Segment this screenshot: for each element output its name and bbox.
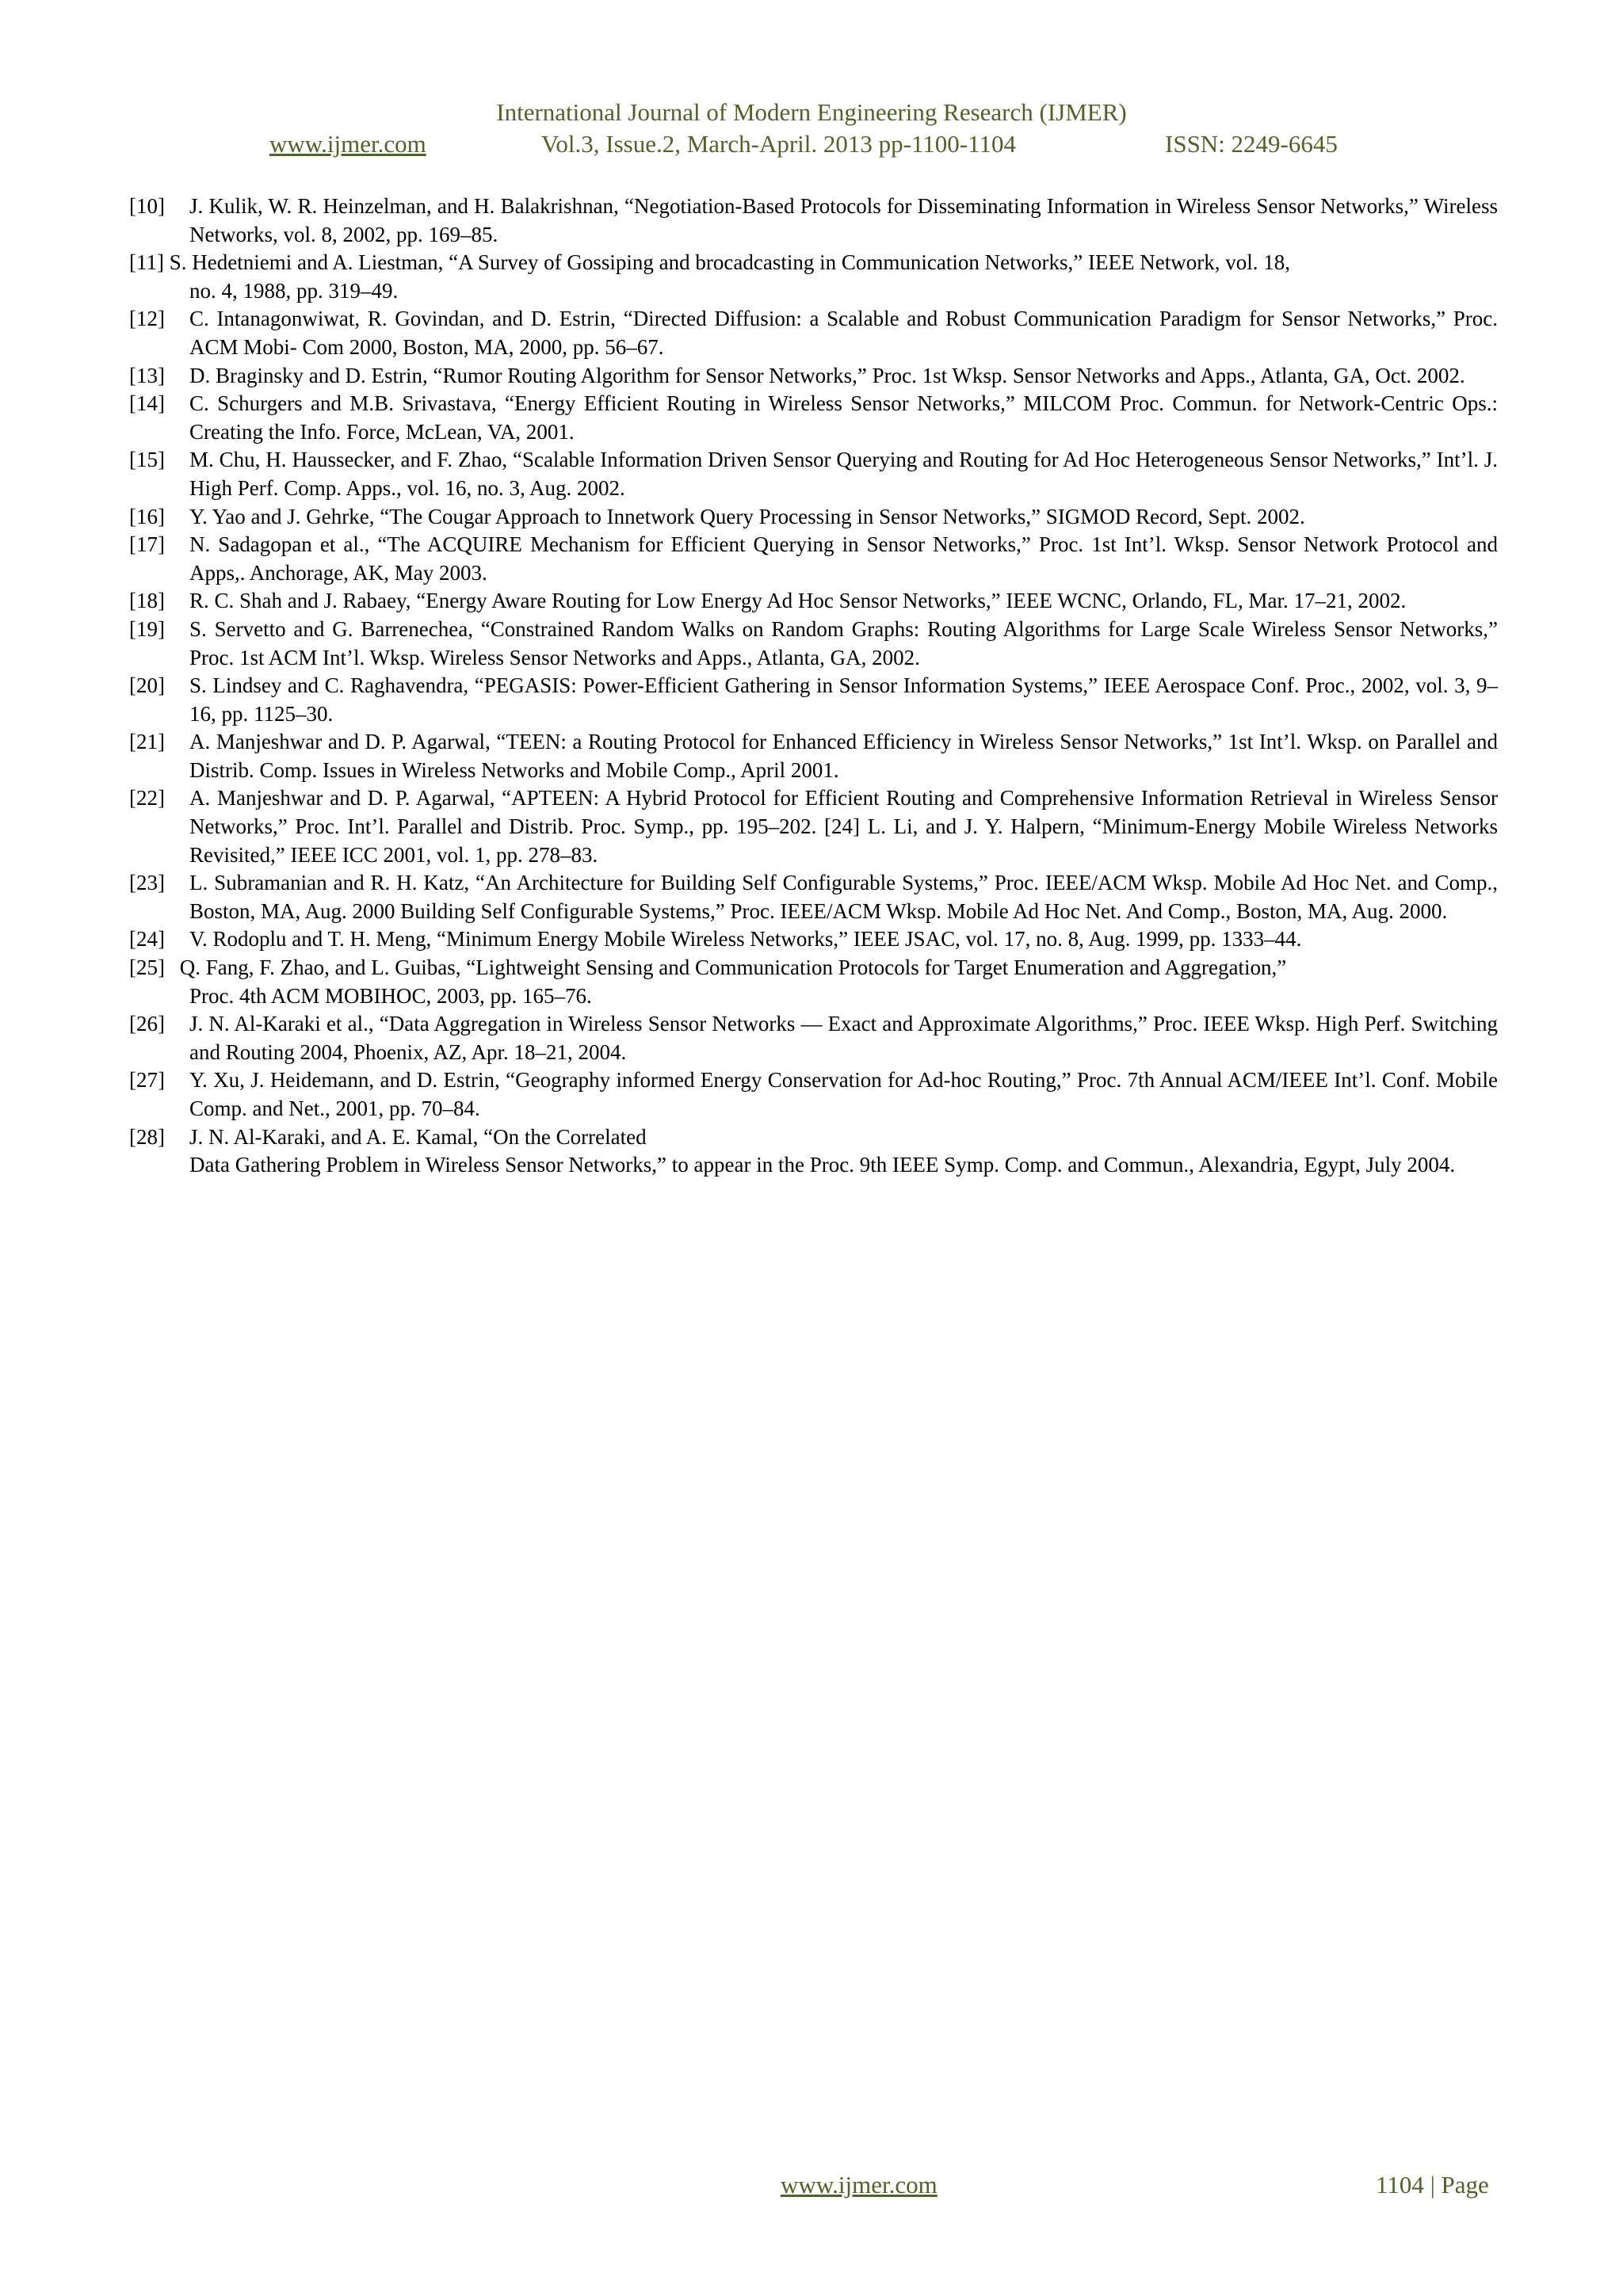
reference-text: N. Sadagopan et al., “The ACQUIRE Mechanism for Efficient Querying in Sensor Networks,” Proc. 1st Int’l. Wksp. Sensor Network Protocol and Apps,. Anchorage, AK, May 2003. [189,532,1498,585]
reference-number: [18] [129,589,165,613]
reference-item [129,503,1498,532]
reference-number: [28] [129,1124,165,1149]
reference-item [129,869,1498,925]
reference-number: [12] [129,307,165,331]
reference-text: M. Chu, H. Haussecker, and F. Zhao, “Scalable Information Driven Sensor Querying and Routing for Ad Hoc Heterogeneous Sensor Networks,” Int’l. J. High Perf. Comp. Apps., vol. 16, no. 3, Aug. 2002. [189,448,1498,500]
reference-number: [23] [129,871,165,895]
reference-item [129,249,1498,305]
footer-website-link[interactable]: www.ijmer.com [781,2171,938,2199]
journal-title: International Journal of Modern Engineering Research (IJMER) [496,98,1127,126]
reference-item [129,362,1498,391]
reference-number: [20] [129,673,165,698]
reference-text: Y. Xu, J. Heidemann, and D. Estrin, “Geography informed Energy Conservation for Ad-hoc Routing,” Proc. 7th Annual ACM/IEEE Int’l. Conf. Mobile Comp. and Net., 2001, pp. 70–84. [189,1068,1498,1120]
reference-text: V. Rodoplu and T. H. Meng, “Minimum Energy Mobile Wireless Networks,” IEEE JSAC, vol. 17, no. 8, Aug. 1999, pp. 1333–44. [189,927,1302,952]
reference-item [129,1066,1498,1123]
reference-item [129,1123,1498,1180]
header-issn: ISSN: 2249-6645 [1165,130,1338,158]
reference-number: [14] [129,391,165,416]
reference-text: C. Schurgers and M.B. Srivastava, “Energy Efficient Routing in Wireless Sensor Networks,” MILCOM Proc. Commun. for Network-Centric Ops.: Creating the Info. Force, McLean, VA, 2001. [189,391,1498,444]
reference-item [129,587,1498,616]
reference-item [129,728,1498,784]
reference-text-first-line: J. N. Al-Karaki, and A. E. Kamal, “On the Correlated [189,1124,647,1149]
reference-number: [21] [129,730,165,754]
reference-text: S. Hedetniemi and A. Liestman, “A Survey of Gossiping and brocadcasting in Communication Networks,” IEEE Network, vol. 18, [169,250,1290,275]
reference-item [129,1010,1498,1066]
reference-item [129,305,1498,361]
reference-number: [11] [129,250,164,275]
reference-text: A. Manjeshwar and D. P. Agarwal, “APTEEN: A Hybrid Protocol for Efficient Routing and Comprehensive Information Retrieval in Wireless Sensor Networks,” Proc. Int’l. Parallel and Distrib. Proc. Symp., pp. 195–202. [24] L. Li, and J. Y. Halpern, “Minimum-Energy Mobile Wireless Networks Revisited,” IEEE ICC 2001, vol. 1, pp. 278–83. [189,786,1498,867]
reference-number: [24] [129,927,165,952]
reference-number: [13] [129,363,165,387]
reference-text-continuation: Proc. 4th ACM MOBIHOC, 2003, pp. 165–76. [189,983,592,1008]
reference-text: R. C. Shah and J. Rabaey, “Energy Aware Routing for Low Energy Ad Hoc Sensor Networks,” IEEE WCNC, Orlando, FL, Mar. 17–21, 2002. [189,589,1407,613]
reference-item [129,446,1498,502]
reference-number: [26] [129,1012,165,1036]
page-number: 1104 | Page [1376,2171,1489,2199]
reference-text: J. N. Al-Karaki et al., “Data Aggregation in Wireless Sensor Networks — Exact and Approximate Algorithms,” Proc. IEEE Wksp. High Perf. Switching and Routing 2004, Phoenix, AZ, Apr. 18–21, 2004. [189,1012,1498,1064]
reference-text-continuation: no. 4, 1988, pp. 319–49. [189,278,399,303]
reference-item [129,784,1498,869]
reference-number: [19] [129,616,165,641]
reference-text: C. Intanagonwiwat, R. Govindan, and D. Estrin, “Directed Diffusion: a Scalable and Robust Communication Paradigm for Sensor Networks,” Proc. ACM Mobi- Com 2000, Boston, MA, 2000, pp. 56–67. [189,307,1498,359]
reference-item [129,616,1498,672]
reference-list [129,193,1498,1180]
reference-number: [25] [129,955,165,980]
reference-number: [22] [129,786,165,810]
reference-text: L. Subramanian and R. H. Katz, “An Architecture for Building Self Configurable Systems,” Proc. IEEE/ACM Wksp. Mobile Ad Hoc Net. and Comp., Boston, MA, Aug. 2000 Building Self Configurable Systems,” Proc. IEEE/ACM Wksp. Mobile Ad Hoc Net. And Comp., Boston, MA, Aug. 2000. [189,871,1498,923]
reference-number: [17] [129,532,165,557]
reference-item [129,531,1498,587]
reference-number: [27] [129,1068,165,1093]
reference-item [129,672,1498,728]
header-website-link[interactable]: www.ijmer.com [269,130,426,158]
header-info-line [0,128,1623,160]
reference-text: S. Servetto and G. Barrenechea, “Constrained Random Walks on Random Graphs: Routing Algorithms for Large Scale Wireless Sensor Networks,” Proc. 1st ACM Int’l. Wksp. Wireless Sensor Networks and Apps., Atlanta, GA, 2002. [189,616,1498,669]
reference-number: [10] [129,194,165,218]
reference-number: [15] [129,448,165,472]
reference-text: Data Gathering Problem in Wireless Sensor Networks,” to appear in the Proc. 9th IEEE Symp. Comp. and Commun., Alexandria, Egypt, July 2004. [189,1153,1456,1177]
reference-item [129,390,1498,446]
reference-text: A. Manjeshwar and D. P. Agarwal, “TEEN: a Routing Protocol for Enhanced Efficiency in Wireless Sensor Networks,” 1st Int’l. Wksp. on Parallel and Distrib. Comp. Issues in Wireless Networks and Mobile Comp., April 2001. [189,730,1498,782]
reference-text: D. Braginsky and D. Estrin, “Rumor Routing Algorithm for Sensor Networks,” Proc. 1st Wksp. Sensor Networks and Apps., Atlanta, GA, Oct. 2002. [189,363,1465,387]
reference-text: J. Kulik, W. R. Heinzelman, and H. Balakrishnan, “Negotiation-Based Protocols for Disseminating Information in Wireless Sensor Networks,” Wireless Networks, vol. 8, 2002, pp. 169–85. [189,194,1498,246]
page-header [0,97,1623,160]
reference-number: [16] [129,504,165,528]
header-volume-info: Vol.3, Issue.2, March-April. 2013 pp-1100-1104 [541,130,1016,158]
reference-item [129,193,1498,249]
reference-text: S. Lindsey and C. Raghavendra, “PEGASIS: Power-Efficient Gathering in Sensor Information Systems,” IEEE Aerospace Conf. Proc., 2002, vol. 3, 9–16, pp. 1125–30. [189,673,1498,726]
reference-item [129,954,1498,1010]
reference-text: Q. Fang, F. Zhao, and L. Guibas, “Lightweight Sensing and Communication Protocols for Target Enumeration and Aggregation,” [179,955,1287,980]
reference-text: Y. Yao and J. Gehrke, “The Cougar Approach to Innetwork Query Processing in Sensor Networks,” SIGMOD Record, Sept. 2002. [189,504,1305,528]
reference-item [129,925,1498,954]
